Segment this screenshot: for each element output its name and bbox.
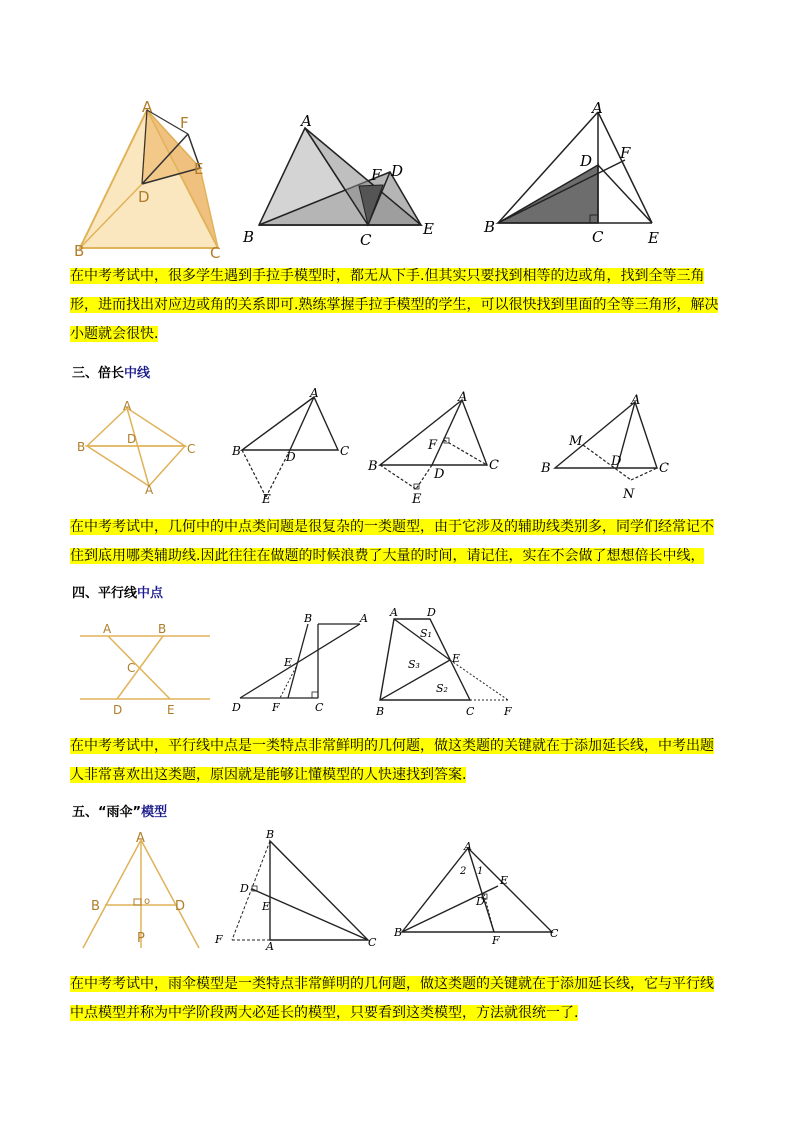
label-a: A xyxy=(390,606,398,619)
heading-blue: 中点 xyxy=(137,586,164,601)
label-b: B xyxy=(77,440,86,454)
label-d: D xyxy=(434,467,445,482)
label-d: D xyxy=(138,188,150,206)
label-c: C xyxy=(315,701,324,714)
label-d: D xyxy=(427,606,436,619)
highlighted-text: 在中考考试中，平行线中点是一类特点非常鲜明的几何题，做这类题的关键就在于添加延长线，中考出题人非常喜欢出这类题，原因就是能够让懂模型的人快速找到答案. xyxy=(70,738,714,783)
heading-blue: 模型 xyxy=(141,805,168,820)
label-c: C xyxy=(187,442,196,456)
label-c: C xyxy=(550,927,559,940)
label-b: B xyxy=(484,218,496,236)
label-a: A xyxy=(458,390,468,405)
median-figure-2 xyxy=(228,385,358,505)
umbrella-figure-2 xyxy=(210,828,380,953)
label-a: A xyxy=(136,831,145,846)
label-c: C xyxy=(368,936,377,949)
label-e: E xyxy=(452,652,461,665)
parallel-midpoint-figure-3 xyxy=(372,604,522,719)
label-e: E xyxy=(262,492,271,506)
label-b: B xyxy=(266,828,275,841)
median-figure-4 xyxy=(535,390,685,510)
label-s2: S₂ xyxy=(436,682,448,695)
label-f: F xyxy=(215,933,223,946)
label-c: C xyxy=(659,461,669,476)
label-c: C xyxy=(210,244,221,262)
parallel-midpoint-figure-1 xyxy=(75,620,215,720)
label-e: E xyxy=(284,656,293,669)
umbrella-figure-3 xyxy=(390,838,580,946)
label-a: A xyxy=(123,399,132,413)
label-angle-1: 1 xyxy=(477,866,484,877)
hand-in-hand-figure-2 xyxy=(235,100,445,250)
label-d: D xyxy=(611,454,622,469)
label-s1: S₁ xyxy=(420,627,432,640)
label-f: F xyxy=(180,114,189,132)
label-d: D xyxy=(286,450,296,464)
hand-in-hand-figure-3 xyxy=(480,100,680,250)
section5-paragraph xyxy=(70,970,724,1028)
label-a: A xyxy=(301,112,312,130)
heading-prefix: 三、倍长 xyxy=(72,366,125,381)
label-n: N xyxy=(623,487,635,502)
label-f: F xyxy=(504,705,512,718)
label-c: C xyxy=(127,661,136,675)
label-f: F xyxy=(428,438,438,453)
parallel-midpoint-figure-2 xyxy=(228,610,373,720)
label-b: B xyxy=(541,461,551,476)
label-angle-2: 2 xyxy=(460,866,467,877)
label-b: B xyxy=(368,459,378,474)
section5-heading xyxy=(72,801,167,820)
label-f: F xyxy=(620,144,631,162)
label-c: C xyxy=(360,231,372,249)
label-d: D xyxy=(391,162,404,180)
section4-paragraph xyxy=(70,732,724,790)
section3-heading xyxy=(72,362,150,381)
umbrella-figure-1 xyxy=(75,830,215,952)
section4-heading xyxy=(72,582,163,601)
label-a: A xyxy=(103,622,112,636)
label-d: D xyxy=(240,882,249,895)
label-b: B xyxy=(376,705,385,718)
label-e: E xyxy=(167,703,175,717)
label-e: E xyxy=(500,874,509,887)
label-e: E xyxy=(423,220,434,238)
label-d: D xyxy=(580,152,593,170)
hand-in-hand-figure-1 xyxy=(70,98,230,263)
median-figure-1 xyxy=(75,398,205,498)
highlighted-text: 在中考考试中，几何中的中点类问题是很复杂的一类题型，由于它涉及的辅助线类别多，同学们经常记不住到底用哪类辅助线.因此往往在做题的时候浪费了大量的时间，请记住，实在不会做了想想倍长中线， xyxy=(70,519,714,564)
label-f: F xyxy=(272,701,280,714)
label-d: D xyxy=(127,432,137,446)
label-e: E xyxy=(412,492,422,507)
label-m: M xyxy=(569,434,583,449)
heading-prefix: 四、平行线 xyxy=(72,586,138,601)
label-e: E xyxy=(194,160,204,178)
label-a: A xyxy=(631,393,641,408)
label-a: A xyxy=(142,98,153,116)
heading-prefix: 五、“雨伞” xyxy=(72,805,142,820)
highlighted-text: 在中考考试中，雨伞模型是一类特点非常鲜明的几何题，做这类题的关键就在于添加延长线，它与平行线中点模型并称为中学阶段两大必延长的模型，只要看到这类模型，方法就很统一了. xyxy=(70,976,714,1021)
label-o: o xyxy=(144,896,151,907)
label-d: D xyxy=(113,703,123,717)
label-e: E xyxy=(648,229,659,247)
label-c: C xyxy=(466,705,475,718)
label-b: B xyxy=(394,926,403,939)
label-b: B xyxy=(74,242,85,260)
label-a: A xyxy=(310,386,319,400)
label-b: B xyxy=(243,228,255,246)
label-d: D xyxy=(175,899,186,914)
highlighted-text: 在中考考试中，很多学生遇到手拉手模型时，都无从下手.但其实只要找到相等的边或角，找到全等三角形，进而找出对应边或角的关系即可.熟练掌握手拉手模型的学生，可以很快找到里面的全等三角形，解决小题就会很快. xyxy=(70,268,719,342)
label-b: B xyxy=(304,612,313,625)
median-figure-3 xyxy=(362,385,517,510)
label-d: D xyxy=(476,895,485,908)
label-c: C xyxy=(592,228,604,246)
label-b: B xyxy=(158,622,167,636)
label-d: D xyxy=(232,701,241,714)
label-c: C xyxy=(340,444,350,458)
label-a: A xyxy=(464,840,472,853)
label-a: A xyxy=(266,940,274,953)
label-f: F xyxy=(492,934,500,947)
label-p: P xyxy=(137,931,145,946)
heading-blue: 中线 xyxy=(124,366,151,381)
label-b: B xyxy=(91,899,100,914)
label-a: A xyxy=(592,99,603,117)
label-a2: A xyxy=(145,483,154,497)
label-c: C xyxy=(489,458,499,473)
label-e: E xyxy=(262,900,271,913)
section3-paragraph xyxy=(70,513,724,571)
label-f: F xyxy=(371,166,382,184)
label-a: A xyxy=(360,612,368,625)
label-s3: S₃ xyxy=(408,658,420,671)
section2-paragraph xyxy=(70,262,724,349)
label-b: B xyxy=(232,444,241,458)
